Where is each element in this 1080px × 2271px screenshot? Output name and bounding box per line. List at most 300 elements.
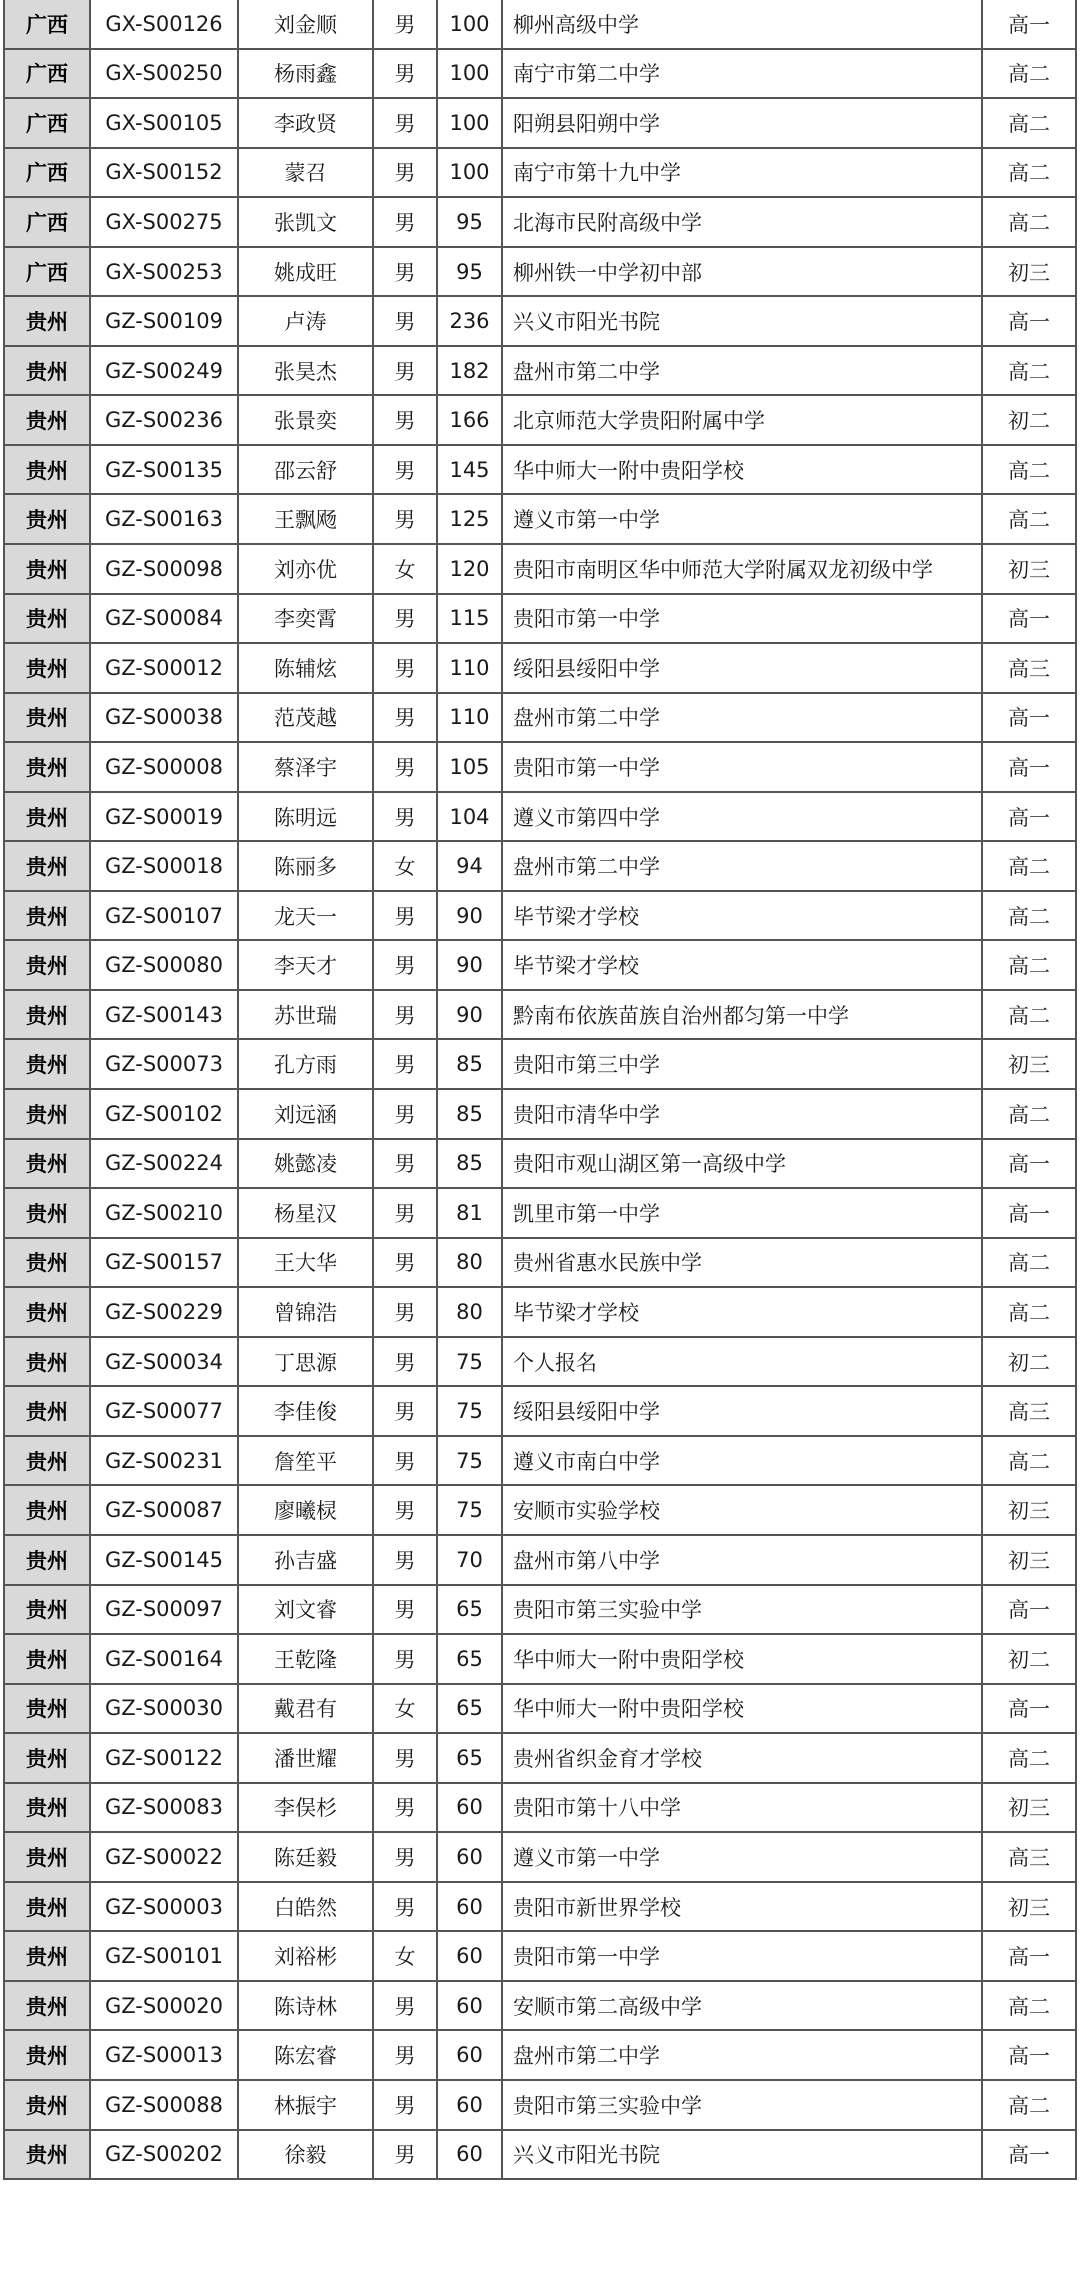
table-row bbox=[4, 1188, 1076, 1238]
student-id-cell: GZ-S00077 bbox=[90, 1386, 238, 1436]
student-name-cell: 李政贤 bbox=[238, 98, 373, 148]
score-cell: 60 bbox=[437, 1931, 502, 1981]
student-id-cell: GZ-S00022 bbox=[90, 1832, 238, 1882]
student-id-cell: GZ-S00003 bbox=[90, 1882, 238, 1932]
score-cell: 90 bbox=[437, 940, 502, 990]
student-name-cell: 张昊杰 bbox=[238, 346, 373, 396]
student-name-cell: 张凯文 bbox=[238, 197, 373, 247]
province-cell: 贵州 bbox=[4, 2080, 90, 2130]
gender-cell: 男 bbox=[373, 1039, 437, 1089]
table-row bbox=[4, 990, 1076, 1040]
student-id-cell: GZ-S00163 bbox=[90, 494, 238, 544]
student-name-cell: 姚成旺 bbox=[238, 247, 373, 297]
school-cell: 盘州市第二中学 bbox=[502, 841, 982, 891]
table-row bbox=[4, 346, 1076, 396]
province-cell: 贵州 bbox=[4, 643, 90, 693]
school-cell: 贵阳市观山湖区第一高级中学 bbox=[502, 1139, 982, 1189]
student-name-cell: 蒙召 bbox=[238, 148, 373, 198]
school-cell: 盘州市第二中学 bbox=[502, 346, 982, 396]
grade-cell: 初二 bbox=[982, 395, 1076, 445]
province-cell: 贵州 bbox=[4, 742, 90, 792]
student-id-cell: GX-S00152 bbox=[90, 148, 238, 198]
student-name-cell: 杨星汉 bbox=[238, 1188, 373, 1238]
grade-cell: 高一 bbox=[982, 594, 1076, 644]
grade-cell: 高二 bbox=[982, 1287, 1076, 1337]
gender-cell: 男 bbox=[373, 2030, 437, 2080]
gender-cell: 男 bbox=[373, 1287, 437, 1337]
school-cell: 北海市民附高级中学 bbox=[502, 197, 982, 247]
student-name-cell: 廖曦棂 bbox=[238, 1485, 373, 1535]
gender-cell: 男 bbox=[373, 346, 437, 396]
table-row bbox=[4, 98, 1076, 148]
score-cell: 100 bbox=[437, 148, 502, 198]
table-row bbox=[4, 1585, 1076, 1635]
grade-cell: 高二 bbox=[982, 1436, 1076, 1486]
student-name-cell: 王大华 bbox=[238, 1238, 373, 1288]
school-cell: 贵阳市清华中学 bbox=[502, 1089, 982, 1139]
table-row bbox=[4, 197, 1076, 247]
gender-cell: 女 bbox=[373, 1684, 437, 1734]
score-cell: 70 bbox=[437, 1535, 502, 1585]
student-name-cell: 刘金顺 bbox=[238, 0, 373, 49]
province-cell: 广西 bbox=[4, 49, 90, 99]
grade-cell: 高二 bbox=[982, 841, 1076, 891]
gender-cell: 男 bbox=[373, 693, 437, 743]
gender-cell: 男 bbox=[373, 1981, 437, 2031]
province-cell: 贵州 bbox=[4, 1832, 90, 1882]
school-cell: 贵阳市南明区华中师范大学附属双龙初级中学 bbox=[502, 544, 982, 594]
student-id-cell: GZ-S00018 bbox=[90, 841, 238, 891]
grade-cell: 高二 bbox=[982, 1981, 1076, 2031]
student-id-cell: GZ-S00164 bbox=[90, 1634, 238, 1684]
grade-cell: 高一 bbox=[982, 1139, 1076, 1189]
student-id-cell: GZ-S00034 bbox=[90, 1337, 238, 1387]
gender-cell: 男 bbox=[373, 1089, 437, 1139]
school-cell: 盘州市第八中学 bbox=[502, 1535, 982, 1585]
school-cell: 北京师范大学贵阳附属中学 bbox=[502, 395, 982, 445]
student-name-cell: 戴君有 bbox=[238, 1684, 373, 1734]
student-id-cell: GZ-S00122 bbox=[90, 1733, 238, 1783]
student-id-cell: GX-S00126 bbox=[90, 0, 238, 49]
score-cell: 94 bbox=[437, 841, 502, 891]
results-table bbox=[3, 0, 1077, 2180]
school-cell: 安顺市第二高级中学 bbox=[502, 1981, 982, 2031]
school-cell: 毕节梁才学校 bbox=[502, 940, 982, 990]
gender-cell: 男 bbox=[373, 247, 437, 297]
score-cell: 81 bbox=[437, 1188, 502, 1238]
score-cell: 60 bbox=[437, 1832, 502, 1882]
student-name-cell: 杨雨鑫 bbox=[238, 49, 373, 99]
student-id-cell: GZ-S00073 bbox=[90, 1039, 238, 1089]
student-id-cell: GZ-S00030 bbox=[90, 1684, 238, 1734]
student-id-cell: GZ-S00210 bbox=[90, 1188, 238, 1238]
grade-cell: 初三 bbox=[982, 1535, 1076, 1585]
gender-cell: 男 bbox=[373, 1238, 437, 1288]
province-cell: 贵州 bbox=[4, 395, 90, 445]
school-cell: 贵阳市第十八中学 bbox=[502, 1783, 982, 1833]
province-cell: 贵州 bbox=[4, 1882, 90, 1932]
student-id-cell: GZ-S00102 bbox=[90, 1089, 238, 1139]
table-row bbox=[4, 891, 1076, 941]
school-cell: 毕节梁才学校 bbox=[502, 891, 982, 941]
province-cell: 贵州 bbox=[4, 2130, 90, 2180]
student-name-cell: 曾锦浩 bbox=[238, 1287, 373, 1337]
grade-cell: 高一 bbox=[982, 742, 1076, 792]
student-name-cell: 詹笙平 bbox=[238, 1436, 373, 1486]
province-cell: 贵州 bbox=[4, 346, 90, 396]
student-name-cell: 王飘飏 bbox=[238, 494, 373, 544]
table-row bbox=[4, 1337, 1076, 1387]
school-cell: 贵阳市第一中学 bbox=[502, 742, 982, 792]
grade-cell: 高一 bbox=[982, 2030, 1076, 2080]
gender-cell: 男 bbox=[373, 0, 437, 49]
student-id-cell: GZ-S00109 bbox=[90, 296, 238, 346]
school-cell: 安顺市实验学校 bbox=[502, 1485, 982, 1535]
table-row bbox=[4, 1386, 1076, 1436]
school-cell: 兴义市阳光书院 bbox=[502, 2130, 982, 2180]
student-id-cell: GZ-S00143 bbox=[90, 990, 238, 1040]
gender-cell: 男 bbox=[373, 494, 437, 544]
student-id-cell: GZ-S00080 bbox=[90, 940, 238, 990]
school-cell: 南宁市第十九中学 bbox=[502, 148, 982, 198]
table-row bbox=[4, 1931, 1076, 1981]
score-cell: 75 bbox=[437, 1485, 502, 1535]
province-cell: 贵州 bbox=[4, 792, 90, 842]
gender-cell: 男 bbox=[373, 1188, 437, 1238]
student-id-cell: GZ-S00088 bbox=[90, 2080, 238, 2130]
school-cell: 黔南布依族苗族自治州都匀第一中学 bbox=[502, 990, 982, 1040]
score-cell: 65 bbox=[437, 1634, 502, 1684]
gender-cell: 男 bbox=[373, 49, 437, 99]
province-cell: 贵州 bbox=[4, 1585, 90, 1635]
gender-cell: 男 bbox=[373, 643, 437, 693]
student-name-cell: 孙吉盛 bbox=[238, 1535, 373, 1585]
table-row bbox=[4, 1039, 1076, 1089]
table-row bbox=[4, 841, 1076, 891]
grade-cell: 高一 bbox=[982, 0, 1076, 49]
school-cell: 遵义市第一中学 bbox=[502, 1832, 982, 1882]
student-id-cell: GZ-S00145 bbox=[90, 1535, 238, 1585]
grade-cell: 高一 bbox=[982, 1931, 1076, 1981]
student-name-cell: 潘世耀 bbox=[238, 1733, 373, 1783]
grade-cell: 高二 bbox=[982, 990, 1076, 1040]
province-cell: 贵州 bbox=[4, 841, 90, 891]
table-row bbox=[4, 1485, 1076, 1535]
province-cell: 贵州 bbox=[4, 2030, 90, 2080]
table-row bbox=[4, 0, 1076, 49]
province-cell: 贵州 bbox=[4, 1981, 90, 2031]
grade-cell: 高二 bbox=[982, 891, 1076, 941]
score-cell: 65 bbox=[437, 1684, 502, 1734]
province-cell: 贵州 bbox=[4, 1287, 90, 1337]
gender-cell: 男 bbox=[373, 296, 437, 346]
score-cell: 95 bbox=[437, 197, 502, 247]
province-cell: 贵州 bbox=[4, 296, 90, 346]
table-row bbox=[4, 395, 1076, 445]
grade-cell: 高二 bbox=[982, 346, 1076, 396]
table-row bbox=[4, 148, 1076, 198]
school-cell: 贵阳市第三实验中学 bbox=[502, 2080, 982, 2130]
gender-cell: 男 bbox=[373, 98, 437, 148]
school-cell: 贵阳市第一中学 bbox=[502, 594, 982, 644]
school-cell: 柳州铁一中学初中部 bbox=[502, 247, 982, 297]
score-cell: 182 bbox=[437, 346, 502, 396]
student-name-cell: 邵云舒 bbox=[238, 445, 373, 495]
table-row bbox=[4, 1139, 1076, 1189]
gender-cell: 男 bbox=[373, 197, 437, 247]
student-id-cell: GZ-S00229 bbox=[90, 1287, 238, 1337]
grade-cell: 高一 bbox=[982, 1585, 1076, 1635]
school-cell: 华中师大一附中贵阳学校 bbox=[502, 445, 982, 495]
student-id-cell: GZ-S00087 bbox=[90, 1485, 238, 1535]
grade-cell: 高二 bbox=[982, 148, 1076, 198]
gender-cell: 女 bbox=[373, 544, 437, 594]
table-row bbox=[4, 494, 1076, 544]
gender-cell: 男 bbox=[373, 1832, 437, 1882]
student-name-cell: 陈廷毅 bbox=[238, 1832, 373, 1882]
school-cell: 贵州省惠水民族中学 bbox=[502, 1238, 982, 1288]
grade-cell: 高一 bbox=[982, 296, 1076, 346]
table-row bbox=[4, 1832, 1076, 1882]
gender-cell: 男 bbox=[373, 990, 437, 1040]
grade-cell: 高二 bbox=[982, 2080, 1076, 2130]
table-row bbox=[4, 594, 1076, 644]
province-cell: 贵州 bbox=[4, 693, 90, 743]
school-cell: 绥阳县绥阳中学 bbox=[502, 643, 982, 693]
table-row bbox=[4, 247, 1076, 297]
province-cell: 贵州 bbox=[4, 1139, 90, 1189]
province-cell: 广西 bbox=[4, 247, 90, 297]
province-cell: 贵州 bbox=[4, 1485, 90, 1535]
student-name-cell: 刘文睿 bbox=[238, 1585, 373, 1635]
province-cell: 贵州 bbox=[4, 1188, 90, 1238]
province-cell: 贵州 bbox=[4, 544, 90, 594]
province-cell: 贵州 bbox=[4, 891, 90, 941]
student-id-cell: GZ-S00013 bbox=[90, 2030, 238, 2080]
province-cell: 贵州 bbox=[4, 1238, 90, 1288]
score-cell: 100 bbox=[437, 49, 502, 99]
student-id-cell: GZ-S00008 bbox=[90, 742, 238, 792]
school-cell: 遵义市第四中学 bbox=[502, 792, 982, 842]
table-row bbox=[4, 2130, 1076, 2180]
province-cell: 贵州 bbox=[4, 1386, 90, 1436]
student-id-cell: GX-S00253 bbox=[90, 247, 238, 297]
gender-cell: 男 bbox=[373, 792, 437, 842]
gender-cell: 男 bbox=[373, 148, 437, 198]
gender-cell: 男 bbox=[373, 1634, 437, 1684]
grade-cell: 初三 bbox=[982, 1485, 1076, 1535]
table-row bbox=[4, 1238, 1076, 1288]
student-name-cell: 白皓然 bbox=[238, 1882, 373, 1932]
gender-cell: 男 bbox=[373, 2130, 437, 2180]
school-cell: 毕节梁才学校 bbox=[502, 1287, 982, 1337]
student-id-cell: GZ-S00084 bbox=[90, 594, 238, 644]
table-row bbox=[4, 1981, 1076, 2031]
school-cell: 贵州省织金育才学校 bbox=[502, 1733, 982, 1783]
student-id-cell: GZ-S00012 bbox=[90, 643, 238, 693]
student-name-cell: 陈辅炫 bbox=[238, 643, 373, 693]
grade-cell: 高三 bbox=[982, 643, 1076, 693]
table-row bbox=[4, 1287, 1076, 1337]
student-name-cell: 李天才 bbox=[238, 940, 373, 990]
grade-cell: 高三 bbox=[982, 1832, 1076, 1882]
grade-cell: 高二 bbox=[982, 445, 1076, 495]
grade-cell: 高二 bbox=[982, 197, 1076, 247]
score-cell: 60 bbox=[437, 2130, 502, 2180]
student-id-cell: GX-S00105 bbox=[90, 98, 238, 148]
score-cell: 65 bbox=[437, 1585, 502, 1635]
student-id-cell: GZ-S00019 bbox=[90, 792, 238, 842]
school-cell: 阳朔县阳朔中学 bbox=[502, 98, 982, 148]
gender-cell: 男 bbox=[373, 1585, 437, 1635]
province-cell: 广西 bbox=[4, 148, 90, 198]
grade-cell: 初三 bbox=[982, 1039, 1076, 1089]
table-row bbox=[4, 1783, 1076, 1833]
score-cell: 60 bbox=[437, 1882, 502, 1932]
gender-cell: 男 bbox=[373, 1882, 437, 1932]
score-cell: 75 bbox=[437, 1337, 502, 1387]
grade-cell: 高二 bbox=[982, 49, 1076, 99]
table-row bbox=[4, 643, 1076, 693]
province-cell: 贵州 bbox=[4, 1634, 90, 1684]
student-id-cell: GZ-S00231 bbox=[90, 1436, 238, 1486]
student-id-cell: GZ-S00101 bbox=[90, 1931, 238, 1981]
gender-cell: 男 bbox=[373, 395, 437, 445]
gender-cell: 男 bbox=[373, 1485, 437, 1535]
score-cell: 80 bbox=[437, 1238, 502, 1288]
student-name-cell: 苏世瑞 bbox=[238, 990, 373, 1040]
gender-cell: 男 bbox=[373, 1337, 437, 1387]
student-name-cell: 刘亦优 bbox=[238, 544, 373, 594]
grade-cell: 初三 bbox=[982, 544, 1076, 594]
province-cell: 贵州 bbox=[4, 1089, 90, 1139]
student-name-cell: 龙天一 bbox=[238, 891, 373, 941]
score-cell: 60 bbox=[437, 1981, 502, 2031]
gender-cell: 男 bbox=[373, 1783, 437, 1833]
score-cell: 75 bbox=[437, 1386, 502, 1436]
score-cell: 90 bbox=[437, 990, 502, 1040]
score-cell: 110 bbox=[437, 693, 502, 743]
table-row bbox=[4, 742, 1076, 792]
grade-cell: 高一 bbox=[982, 1188, 1076, 1238]
school-cell: 贵阳市新世界学校 bbox=[502, 1882, 982, 1932]
province-cell: 贵州 bbox=[4, 1684, 90, 1734]
grade-cell: 高一 bbox=[982, 2130, 1076, 2180]
grade-cell: 高三 bbox=[982, 1386, 1076, 1436]
grade-cell: 初二 bbox=[982, 1634, 1076, 1684]
score-cell: 100 bbox=[437, 0, 502, 49]
student-id-cell: GZ-S00249 bbox=[90, 346, 238, 396]
grade-cell: 高二 bbox=[982, 1238, 1076, 1288]
school-cell: 华中师大一附中贵阳学校 bbox=[502, 1634, 982, 1684]
school-cell: 凯里市第一中学 bbox=[502, 1188, 982, 1238]
student-name-cell: 李奕霄 bbox=[238, 594, 373, 644]
student-name-cell: 卢涛 bbox=[238, 296, 373, 346]
province-cell: 广西 bbox=[4, 0, 90, 49]
grade-cell: 高二 bbox=[982, 940, 1076, 990]
student-id-cell: GZ-S00083 bbox=[90, 1783, 238, 1833]
score-cell: 120 bbox=[437, 544, 502, 594]
school-cell: 华中师大一附中贵阳学校 bbox=[502, 1684, 982, 1734]
grade-cell: 高一 bbox=[982, 1684, 1076, 1734]
table-row bbox=[4, 544, 1076, 594]
school-cell: 贵阳市第一中学 bbox=[502, 1931, 982, 1981]
gender-cell: 男 bbox=[373, 2080, 437, 2130]
table-row bbox=[4, 1089, 1076, 1139]
score-cell: 60 bbox=[437, 2080, 502, 2130]
student-name-cell: 陈宏睿 bbox=[238, 2030, 373, 2080]
score-cell: 125 bbox=[437, 494, 502, 544]
table-body bbox=[4, 0, 1076, 2179]
gender-cell: 男 bbox=[373, 445, 437, 495]
school-cell: 遵义市第一中学 bbox=[502, 494, 982, 544]
student-name-cell: 陈诗林 bbox=[238, 1981, 373, 2031]
school-cell: 南宁市第二中学 bbox=[502, 49, 982, 99]
student-id-cell: GZ-S00135 bbox=[90, 445, 238, 495]
score-cell: 85 bbox=[437, 1089, 502, 1139]
grade-cell: 初二 bbox=[982, 1337, 1076, 1387]
table-row bbox=[4, 296, 1076, 346]
student-id-cell: GZ-S00098 bbox=[90, 544, 238, 594]
school-cell: 兴义市阳光书院 bbox=[502, 296, 982, 346]
school-cell: 绥阳县绥阳中学 bbox=[502, 1386, 982, 1436]
province-cell: 贵州 bbox=[4, 940, 90, 990]
student-name-cell: 孔方雨 bbox=[238, 1039, 373, 1089]
student-name-cell: 陈明远 bbox=[238, 792, 373, 842]
province-cell: 贵州 bbox=[4, 445, 90, 495]
student-name-cell: 刘裕彬 bbox=[238, 1931, 373, 1981]
student-id-cell: GX-S00275 bbox=[90, 197, 238, 247]
grade-cell: 初三 bbox=[982, 1882, 1076, 1932]
gender-cell: 男 bbox=[373, 1436, 437, 1486]
school-cell: 个人报名 bbox=[502, 1337, 982, 1387]
table-row bbox=[4, 2030, 1076, 2080]
score-cell: 60 bbox=[437, 1783, 502, 1833]
student-id-cell: GZ-S00157 bbox=[90, 1238, 238, 1288]
student-id-cell: GZ-S00038 bbox=[90, 693, 238, 743]
province-cell: 贵州 bbox=[4, 1535, 90, 1585]
table-row bbox=[4, 693, 1076, 743]
score-cell: 95 bbox=[437, 247, 502, 297]
school-cell: 柳州高级中学 bbox=[502, 0, 982, 49]
student-name-cell: 徐毅 bbox=[238, 2130, 373, 2180]
student-name-cell: 李俣杉 bbox=[238, 1783, 373, 1833]
gender-cell: 男 bbox=[373, 1733, 437, 1783]
student-name-cell: 刘远涵 bbox=[238, 1089, 373, 1139]
gender-cell: 女 bbox=[373, 841, 437, 891]
table-row bbox=[4, 49, 1076, 99]
grade-cell: 高二 bbox=[982, 1089, 1076, 1139]
school-cell: 贵阳市第三实验中学 bbox=[502, 1585, 982, 1635]
gender-cell: 男 bbox=[373, 1535, 437, 1585]
score-cell: 110 bbox=[437, 643, 502, 693]
score-cell: 236 bbox=[437, 296, 502, 346]
gender-cell: 男 bbox=[373, 1386, 437, 1436]
grade-cell: 高二 bbox=[982, 1733, 1076, 1783]
province-cell: 贵州 bbox=[4, 494, 90, 544]
province-cell: 贵州 bbox=[4, 1436, 90, 1486]
student-id-cell: GZ-S00020 bbox=[90, 1981, 238, 2031]
score-cell: 90 bbox=[437, 891, 502, 941]
student-name-cell: 陈丽多 bbox=[238, 841, 373, 891]
student-name-cell: 王乾隆 bbox=[238, 1634, 373, 1684]
gender-cell: 男 bbox=[373, 742, 437, 792]
table-row bbox=[4, 1634, 1076, 1684]
score-cell: 115 bbox=[437, 594, 502, 644]
student-name-cell: 林振宇 bbox=[238, 2080, 373, 2130]
school-cell: 贵阳市第三中学 bbox=[502, 1039, 982, 1089]
score-cell: 105 bbox=[437, 742, 502, 792]
